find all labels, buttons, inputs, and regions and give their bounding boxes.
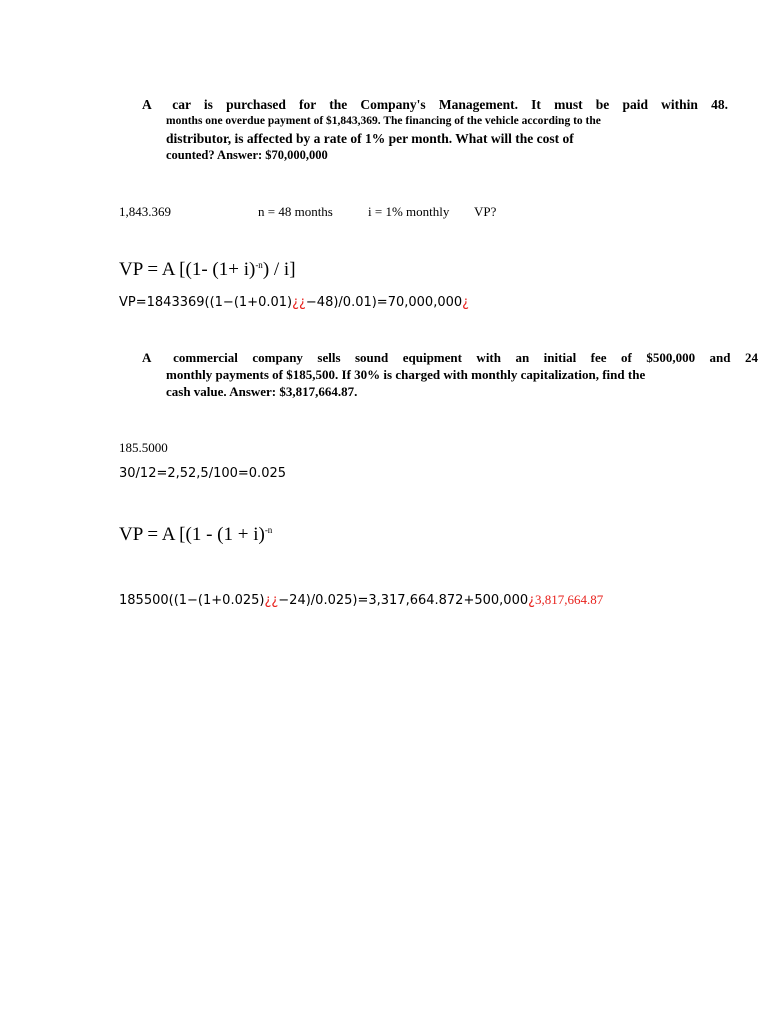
problem-1-line-1 xyxy=(142,96,728,113)
problem-1-line-4: counted? Answer: $70,000,000 xyxy=(166,148,328,162)
calculation-2-text: 185500((1−(1+0.025) xyxy=(119,593,265,608)
problem-2-prefix: A xyxy=(142,350,151,365)
problem-1-line-3: distributor, is affected by a rate of 1% per month. What will the cost of xyxy=(166,131,574,146)
given-1-i: i = 1% monthly xyxy=(368,204,450,219)
calculation-2-result: 3,817,664.87 xyxy=(535,592,604,607)
problem-1-prefix: A xyxy=(142,97,152,112)
problem-2-line-3: cash value. Answer: $3,817,664.87. xyxy=(166,384,358,399)
given-1-value: 1,843.369 xyxy=(119,204,171,219)
calculation-2-text-2: −24)/0.025)=3,317,664.872+500,000 xyxy=(278,593,529,608)
calculation-2-mark: ¿¿ xyxy=(264,593,279,608)
calculation-1-text: VP=1843369((1−(1+0.01) xyxy=(119,295,293,310)
formula-2 xyxy=(119,524,272,546)
formula-1-exponent: -n xyxy=(255,260,263,270)
calculation-2 xyxy=(119,592,603,608)
given-1-n: n = 48 months xyxy=(258,204,333,219)
given-2-value: 185.5000 xyxy=(119,440,168,455)
problem-1 xyxy=(142,96,728,164)
problem-2-line-2: monthly payments of $185,500. If 30% is charged with monthly capitalization, find the xyxy=(166,367,646,382)
problem-1-line-2: months one overdue payment of $1,843,369. The financing of the vehicle according to the xyxy=(166,115,601,127)
formula-1-tail: ) / i] xyxy=(262,259,296,280)
given-1-vp: VP? xyxy=(474,204,497,219)
formula-2-main: VP = A [(1 - (1 + i) xyxy=(119,524,265,545)
calculation-1-text-2: −48)/0.01)=70,000,000 xyxy=(305,295,463,310)
calculation-2-end-mark: ¿ xyxy=(528,593,536,608)
problem-2 xyxy=(142,349,758,400)
problem-2-line-1-text: commercial company sells sound equipment with an initial fee of $500,000 and 24 xyxy=(173,350,758,365)
calculation-1 xyxy=(119,295,469,310)
calculation-1-mark: ¿¿ xyxy=(292,295,306,310)
given-2-rate-calc: 30/12=2,52,5/100=0.025 xyxy=(119,466,287,481)
formula-1 xyxy=(119,259,296,281)
problem-2-line-1 xyxy=(142,349,758,366)
problem-1-line-1-text: car is purchased for the Company's Management. It must be paid within 48. xyxy=(172,97,728,112)
formula-1-main: VP = A [(1- (1+ i) xyxy=(119,259,256,280)
calculation-1-end-mark: ¿ xyxy=(462,295,470,310)
formula-2-exponent: -n xyxy=(264,525,273,535)
